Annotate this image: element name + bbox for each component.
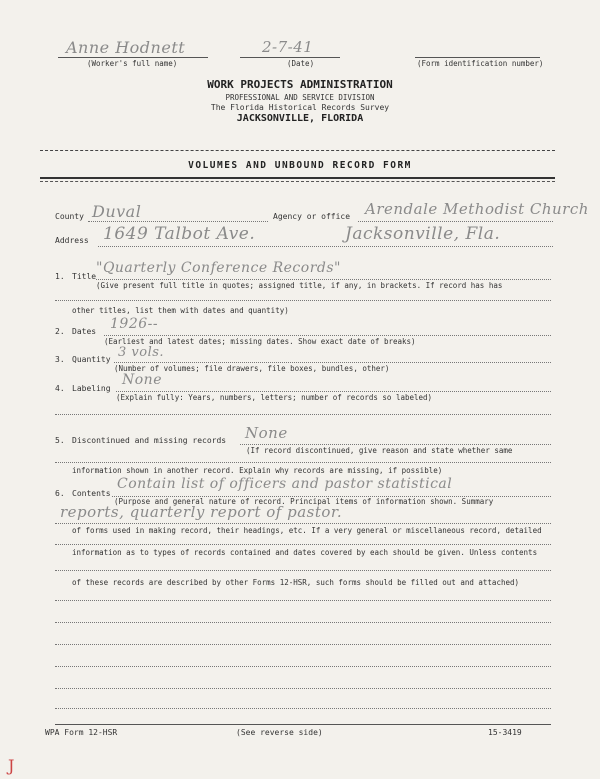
discontinued-hint-2: information shown in another record. Explain why records are missing, if possible) — [72, 466, 443, 475]
address-label: Address — [55, 236, 89, 245]
form-number: WPA Form 12-HSR — [45, 728, 118, 737]
quantity-line — [114, 362, 551, 363]
blank-line-2 — [55, 622, 551, 623]
title-rule-bottom2 — [40, 181, 555, 182]
title-line — [96, 279, 551, 280]
contents-line-2 — [55, 523, 551, 524]
discontinued-hint-1: (If record discontinued, give reason and state whether same — [246, 446, 513, 455]
date-label: (Date) — [287, 59, 315, 68]
date-value: 2-7-41 — [262, 38, 314, 56]
dates-num: 2. — [55, 327, 65, 336]
contents-value-2: reports, quarterly report of pastor. — [60, 503, 343, 521]
address-city-value: Jacksonville, Fla. — [345, 224, 501, 244]
labeling-num: 4. — [55, 384, 65, 393]
agency-heading: WORK PROJECTS ADMINISTRATION — [207, 78, 393, 91]
contents-value-1: Contain list of officers and pastor statistical — [117, 476, 453, 492]
blank-line-6 — [55, 708, 551, 709]
labeling-label: Labeling — [72, 384, 111, 393]
dates-value: 1926-- — [110, 316, 159, 332]
contents-line-4 — [55, 570, 551, 571]
title-rule-top — [40, 150, 555, 151]
contents-hint-4: of these records are described by other Forms 12-HSR, such forms should be filled out and attached) — [72, 578, 520, 587]
title-rule-bottom — [40, 177, 555, 179]
agency-value: Arendale Methodist Church — [365, 200, 589, 218]
quantity-label: Quantity — [72, 355, 111, 364]
agency-label: Agency or office — [273, 212, 351, 221]
division-heading: PROFESSIONAL AND SERVICE DIVISION — [225, 93, 375, 102]
quantity-hint: (Number of volumes; file drawers, file boxes, bundles, other) — [114, 364, 390, 373]
title-value: "Quarterly Conference Records" — [96, 260, 341, 276]
labeling-value: None — [122, 372, 162, 388]
worker-name-value: Anne Hodnett — [66, 38, 186, 57]
labeling-line — [116, 391, 551, 392]
dates-label: Dates — [72, 327, 97, 336]
labeling-line-2 — [55, 414, 551, 415]
corner-mark: J — [8, 756, 15, 775]
county-value: Duval — [92, 202, 142, 221]
form-id-label: (Form identification number) — [417, 59, 544, 68]
dates-line — [104, 335, 551, 336]
contents-line-3 — [55, 544, 551, 545]
dates-hint: (Earliest and latest dates; missing dates. Show exact date of breaks) — [104, 337, 416, 346]
county-label: County — [55, 212, 84, 221]
county-line — [88, 221, 268, 222]
worker-name-label: (Worker's full name) — [87, 59, 178, 68]
address-line — [98, 246, 553, 247]
discontinued-line-2 — [55, 462, 551, 463]
title-label: Title — [72, 272, 97, 281]
worker-name-line — [58, 57, 208, 58]
form-id-line — [415, 57, 540, 58]
survey-heading: The Florida Historical Records Survey — [210, 103, 390, 112]
contents-num: 6. — [55, 489, 65, 498]
title-hint-2: other titles, list them with dates and quantity) — [72, 306, 289, 315]
footer-code: 15-3419 — [488, 728, 522, 737]
contents-hint-3: information as to types of records contained and dates covered by each should be given. Unless contents — [72, 548, 538, 557]
discontinued-value: None — [245, 424, 288, 442]
title-line-2 — [55, 300, 551, 301]
city-heading: JACKSONVILLE, FLORIDA — [236, 113, 364, 124]
blank-line-5 — [55, 688, 551, 689]
discontinued-label: Discontinued and missing records — [72, 436, 227, 445]
contents-hint-1: (Purpose and general nature of record. Principal items of information shown. Summary — [114, 497, 494, 506]
date-line — [240, 57, 340, 58]
agency-line — [358, 221, 553, 222]
title-num: 1. — [55, 272, 65, 281]
blank-line-4 — [55, 666, 551, 667]
contents-hint-2: of forms used in making record, their headings, etc. If a very general or miscellaneous record, detailed — [72, 526, 542, 535]
contents-label: Contents — [72, 489, 111, 498]
form-title: VOLUMES AND UNBOUND RECORD FORM — [188, 160, 412, 171]
blank-line-3 — [55, 644, 551, 645]
blank-line-1 — [55, 600, 551, 601]
blank-line-7 — [55, 724, 551, 725]
reverse-side-note: (See reverse side) — [236, 728, 323, 737]
labeling-hint: (Explain fully: Years, numbers, letters; number of records so labeled) — [116, 393, 433, 402]
quantity-value: 3 vols. — [118, 345, 165, 360]
quantity-num: 3. — [55, 355, 65, 364]
discontinued-num: 5. — [55, 436, 65, 445]
address-value: 1649 Talbot Ave. — [103, 224, 256, 244]
discontinued-line — [240, 444, 551, 445]
title-hint-1: (Give present full title in quotes; assigned title, if any, in brackets. If record has has — [96, 281, 503, 290]
